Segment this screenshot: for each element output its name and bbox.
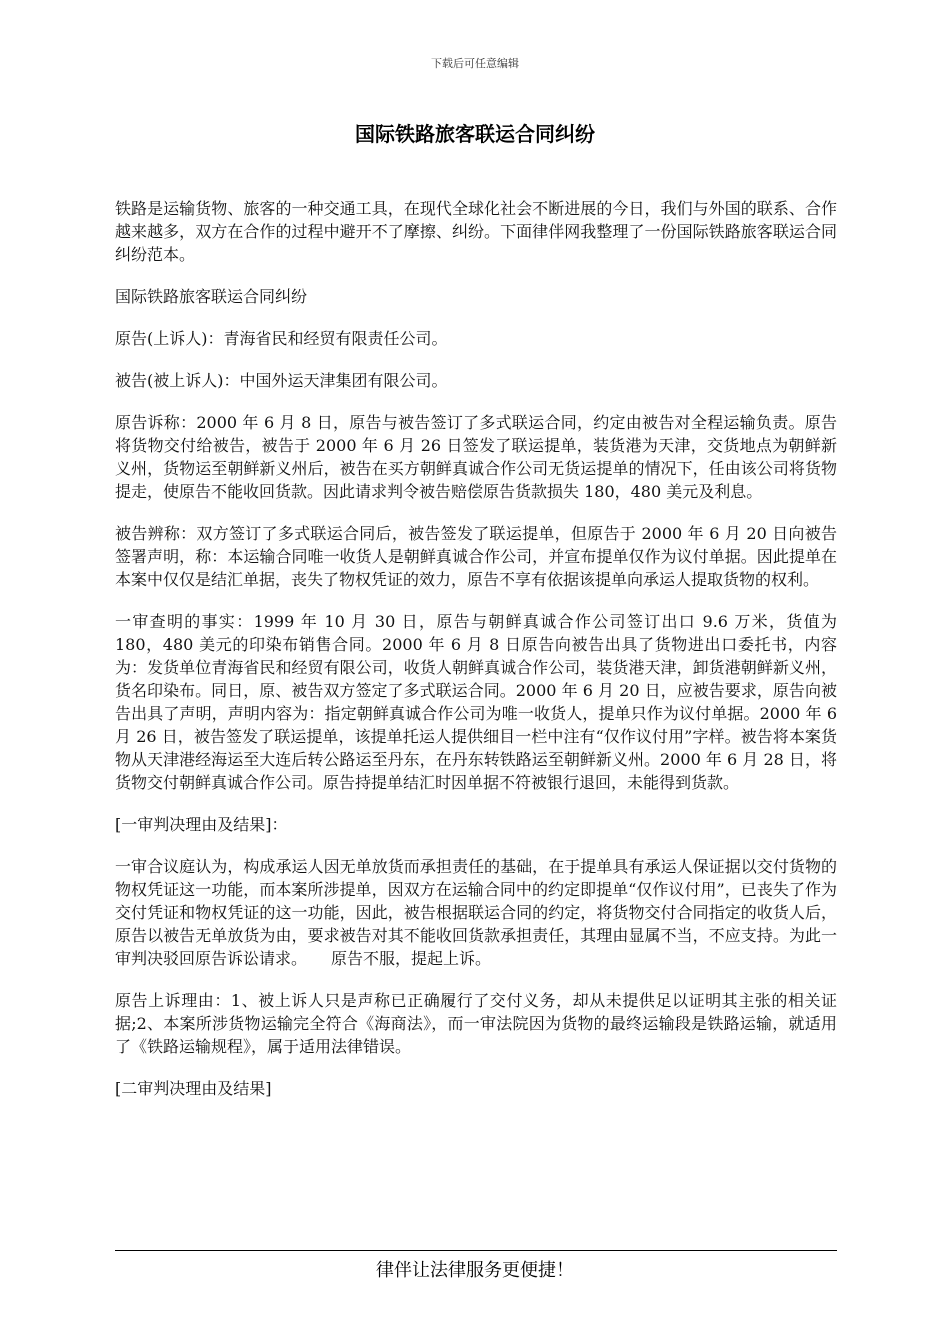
paragraph-plaintiff-claim: 原告诉称：2000 年 6 月 8 日，原告与被告签订了多式联运合同，约定由被告对全程运输负责。原告将货物交付给被告，被告于 2000 年 6 月 26 日签发了联运提单，装货港为天津，交货地点为朝鲜新义州，货物运至朝鲜新义州后，被告在买方朝鲜真诚合作公司无货运提单的情况下，任由该公司将货物提走，使原告不能收回货款。因此请求判令被告赔偿原告货款损失 180，480 美元及利息。 — [115, 413, 837, 501]
paragraph-first-instance-reasoning: 一审合议庭认为，构成承运人因无单放货而承担责任的基础，在于提单具有承运人保证据以交付货物的物权凭证这一功能，而本案所涉提单，因双方在运输合同中的约定即提单“仅作议付用”，已丧失了作为交付凭证和物权凭证的这一功能，因此，被告根据联运合同的约定，将货物交付合同指定的收货人后，原告以被告无单放货为由，要求被告对其不能收回货款承担责任，其理由显属不当，不应支持。为此一审判决驳回原告诉讼请求。 原告不服，提起上诉。 — [115, 857, 837, 968]
document-title: 国际铁路旅客联运合同纠纷 — [355, 122, 595, 146]
footer-divider — [115, 1250, 837, 1251]
footer-slogan: 律伴让法律服务更便捷！ — [376, 1260, 574, 1281]
paragraph-defendant: 被告(被上诉人)：中国外运天津集团有限公司。 — [115, 371, 448, 390]
paragraph-appeal-grounds: 原告上诉理由：1、被上诉人只是声称已正确履行了交付义务，却从未提供足以证明其主张的相关证据;2、本案所涉货物运输完全符合《海商法》，而一审法院因为货物的最终运输段是铁路运输，就适用了《铁路运输规程》，属于适用法律错误。 — [115, 991, 837, 1056]
paragraph-defendant-defense: 被告辨称：双方签订了多式联运合同后，被告签发了联运提单，但原告于 2000 年 6 月 20 日向被告签署声明，称：本运输合同唯一收货人是朝鲜真诚合作公司，并宣布提单仅作为议付单据。因此提单在本案中仅仅是结汇单据，丧失了物权凭证的效力，原告不享有依据该提单向承运人提取货物的权利。 — [115, 524, 837, 589]
paragraph-first-instance-facts: 一审查明的事实：1999 年 10 月 30 日，原告与朝鲜真诚合作公司签订出口 9.6 万米，货值为 180，480 美元的印染布销售合同。2000 年 6 月 8 日原告向被告出具了货物进出口委托书，内容为：发货单位青海省民和经贸有限公司，收货人朝鲜真诚合作公司，装货港天津，卸货港朝鲜新义州，货名印染布。同日，原、被告双方签定了多式联运合同。2000 年 6 月 20 日，应被告要求，原告向被告出具了声明，声明内容为：指定朝鲜真诚合作公司为唯一收货人，提单只作为议付单据。2000 年 6 月 26 日，被告签发了联运提单，该提单托运人提供细目一栏中注有“仅作议付用”字样。被告将本案货物从天津港经海运至大连后转公路运至丹东，在丹东转铁路运至朝鲜新义州。2000 年 6 月 28 日，将货物交付朝鲜真诚合作公司。原告持提单结汇时因单据不符被银行退回，未能得到货款。 — [115, 612, 837, 792]
paragraph-case-title: 国际铁路旅客联运合同纠纷 — [115, 287, 308, 306]
document-body — [115, 197, 837, 1119]
header-note: 下载后可任意编辑 — [431, 57, 519, 70]
paragraph-intro: 铁路是运输货物、旅客的一种交通工具，在现代全球化社会不断进展的今日，我们与外国的联系、合作越来越多，双方在合作的过程中避开不了摩擦、纠纷。下面律伴网我整理了一份国际铁路旅客联运合同纠纷范本。 — [115, 199, 837, 264]
paragraph-first-instance-heading: [一审判决理由及结果]： — [115, 815, 288, 834]
paragraph-plaintiff: 原告(上诉人)：青海省民和经贸有限责任公司。 — [115, 329, 448, 348]
paragraph-second-instance-heading: [二审判决理由及结果] — [115, 1079, 272, 1098]
